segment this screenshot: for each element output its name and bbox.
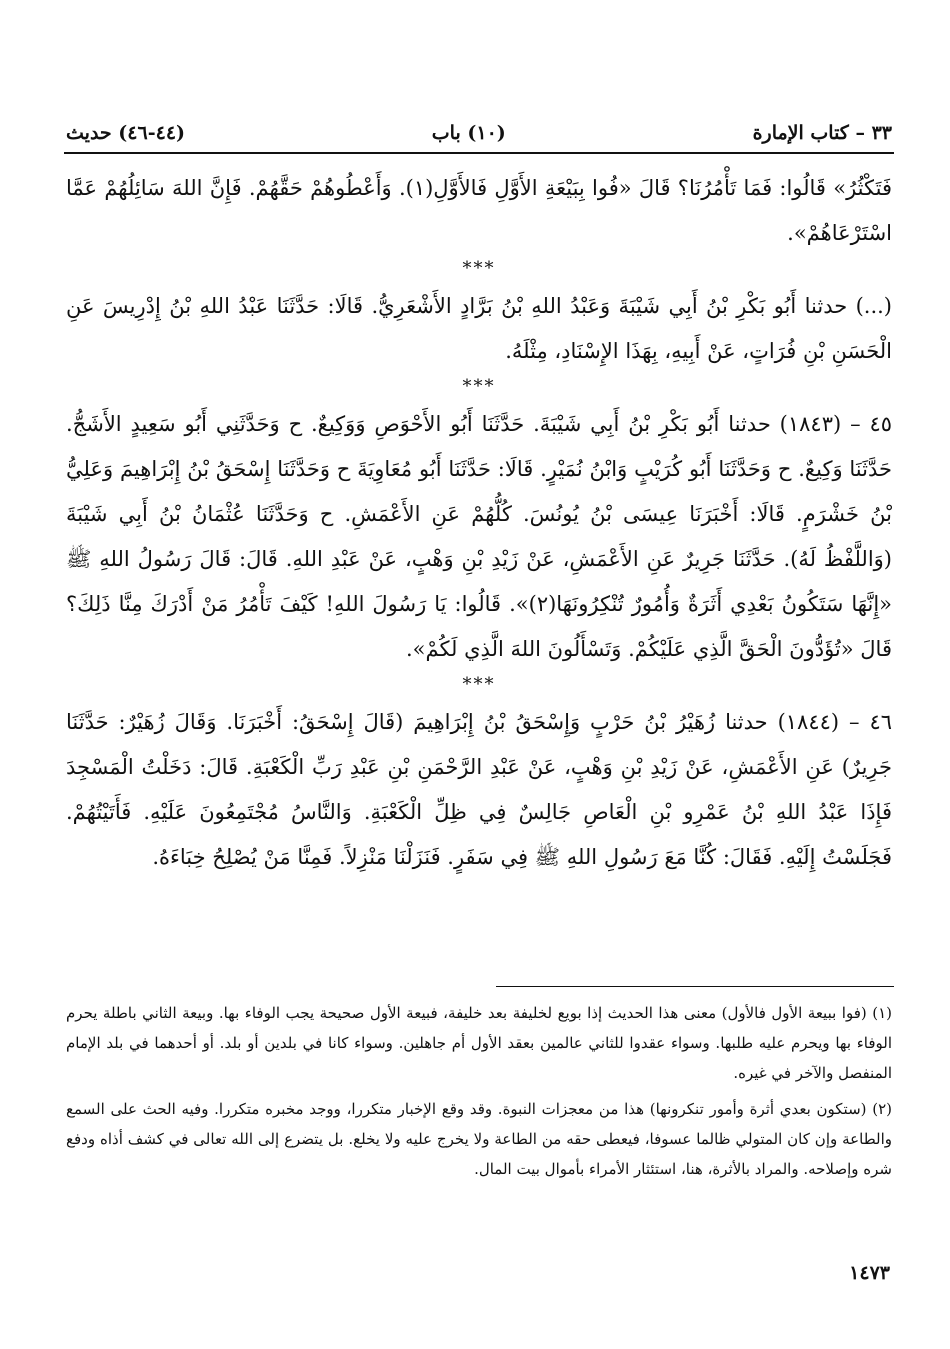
footnote-1: (١) (فوا ببيعة الأول فالأول) معنى هذا الحديث إذا بويع لخليفة بعد خليفة، فبيعة الأول صحيحة يجب الوفاء بها. وبيعة الثاني باطلة يحرم الوفاء بها ويحرم عليه طلبها. وسواء عقدوا للثاني عالمين بعقد الأول أم جاهلين. وسواء كانا في بلدين أو بلد. أو أحدهما في بلد الإمام المنفصل والآخر في غيره. <box>66 1004 892 1082</box>
section-separator: *** <box>462 674 496 695</box>
header-chapter: (١٠) باب <box>431 122 506 144</box>
header-book-title: ٣٣ – كتاب الإمارة <box>752 122 892 144</box>
header-rule <box>64 152 894 154</box>
paragraph-hadith-46: ٤٦ – (١٨٤٤) حدثنا زُهَيْرُ بْنُ حَرْبٍ وَإِسْحَقُ بْنُ إِبْرَاهِيمَ (قَالَ إِسْحَقُ: أَخْبَرَنَا. وَقَالَ زُهَيْرٌ: حَدَّثَنَا جَرِيرٌ) عَنِ الأَعْمَشِ، عَنْ زَيْدِ بْنِ وَهْبٍ، عَنْ عَبْدِ الرَّحْمَنِ بْنِ عَبْدِ رَبِّ الْكَعْبَةِ. قَالَ: دَخَلْتُ الْمَسْجِدَ فَإِذَا عَبْدُ اللهِ بْنُ عَمْرِو بْنِ الْعَاصِ جَالِسٌ فِي ظِلِّ الْكَعْبَةِ. وَالنَّاسُ مُجْتَمِعُونَ عَلَيْهِ. فَأَتَيْتُهُمْ. فَجَلَسْتُ إِلَيْهِ. فَقَالَ: كُنَّا مَعَ رَسُولِ اللهِ ﷺ فِي سَفَرٍ. فَنَزَلْنَا مَنْزِلاً. فَمِنَّا مَنْ يُصْلِحُ خِبَاءَهُ. <box>66 710 893 869</box>
footnote-2: (٢) (ستكون بعدي أثرة وأمور تنكرونها) هذا من معجزات النبوة. وقد وقع الإخبار متكررا، ووجد مخبره متكررا. وفيه الحث على السمع والطاعة وإن كان المتولي ظالما عسوفا، فيعطى حقه من الطاعة ولا يخرج عليه ولا يخلع. بل يتضرع إلى الله تعالى في كشف أذاه ودفع شره وإصلاحه. والمراد بالأثرة، هنا، استئثار الأمراء بأموال بيت المال. <box>66 1100 892 1178</box>
footnote-rule <box>496 986 894 987</box>
page-number: ١٤٧٣ <box>849 1262 890 1284</box>
running-header <box>66 116 892 150</box>
paragraph-hadith-45: ٤٥ – (١٨٤٣) حدثنا أَبُو بَكْرِ بْنُ أَبِي شَيْبَةَ. حَدَّثَنَا أَبُو الأَحْوَصِ وَوَكِيعٌ. ح وَحَدَّثَنِي أَبُو سَعِيدٍ الأَشَجُّ. حَدَّثَنَا وَكِيعٌ. ح وَحَدَّثَنَا أَبُو كُرَيْبٍ وَابْنُ نُمَيْرٍ. قَالَا: حَدَّثَنَا أَبُو مُعَاوِيَةَ ح وَحَدَّثَنَا إِسْحَقُ بْنُ إِبْرَاهِيمَ وَعَلِيُّ بْنُ خَشْرَمٍ. قَالَا: أَخْبَرَنَا عِيسَى بْنُ يُونُسَ. كُلُّهُمْ عَنِ الأَعْمَشِ. ح وَحَدَّثَنَا عُثْمَانُ بْنُ أَبِي شَيْبَةَ (وَاللَّفْظُ لَهُ). حَدَّثَنَا جَرِيرٌ عَنِ الأَعْمَشِ، عَنْ زَيْدِ بْنِ وَهْبٍ، عَنْ عَبْدِ اللهِ. قَالَ: قَالَ رَسُولُ اللهِ ﷺ «إِنَّهَا سَتَكُونُ بَعْدِي أَثَرَةٌ وَأُمُورٌ تُنْكِرُونَهَا(٢)». قَالُوا: يَا رَسُولَ اللهِ! كَيْفَ تَأْمُرُ مَنْ أَدْرَكَ مِنَّا ذَلِكَ؟ قَالَ «تُؤَدُّونَ الْحَقَّ الَّذِي عَلَيْكُمْ. وَتَسْأَلُونَ اللهَ الَّذِي لَكُمْ». <box>66 412 892 661</box>
main-text <box>66 166 892 880</box>
footnotes <box>66 998 892 1190</box>
section-separator: *** <box>462 376 496 397</box>
header-hadith-range: (٤٤-٤٦) حديث <box>66 122 186 144</box>
section-separator: *** <box>462 258 496 279</box>
paragraph-continuation: فَتَكْثُرُ» قَالُوا: فَمَا تَأْمُرُنَا؟ قَالَ «فُوا بِبَيْعَةِ الأَوَّلِ فَالأَوَّلِ(١). وَأَعْطُوهُمْ حَقَّهُمْ. فَإِنَّ اللهَ سَائِلُهُمْ عَمَّا اسْتَرْعَاهُمْ». <box>66 176 892 245</box>
paragraph-chain: (...) حدثنا أَبُو بَكْرِ بْنُ أَبِي شَيْبَةَ وَعَبْدُ اللهِ بْنُ بَرَّادٍ الأَشْعَرِيُّ. قَالَا: حَدَّثَنَا عَبْدُ اللهِ بْنُ إِدْرِيسَ عَنِ الْحَسَنِ بْنِ فُرَاتٍ، عَنْ أَبِيهِ، بِهَذَا الإِسْنَادِ، مِثْلَهُ. <box>66 294 892 363</box>
